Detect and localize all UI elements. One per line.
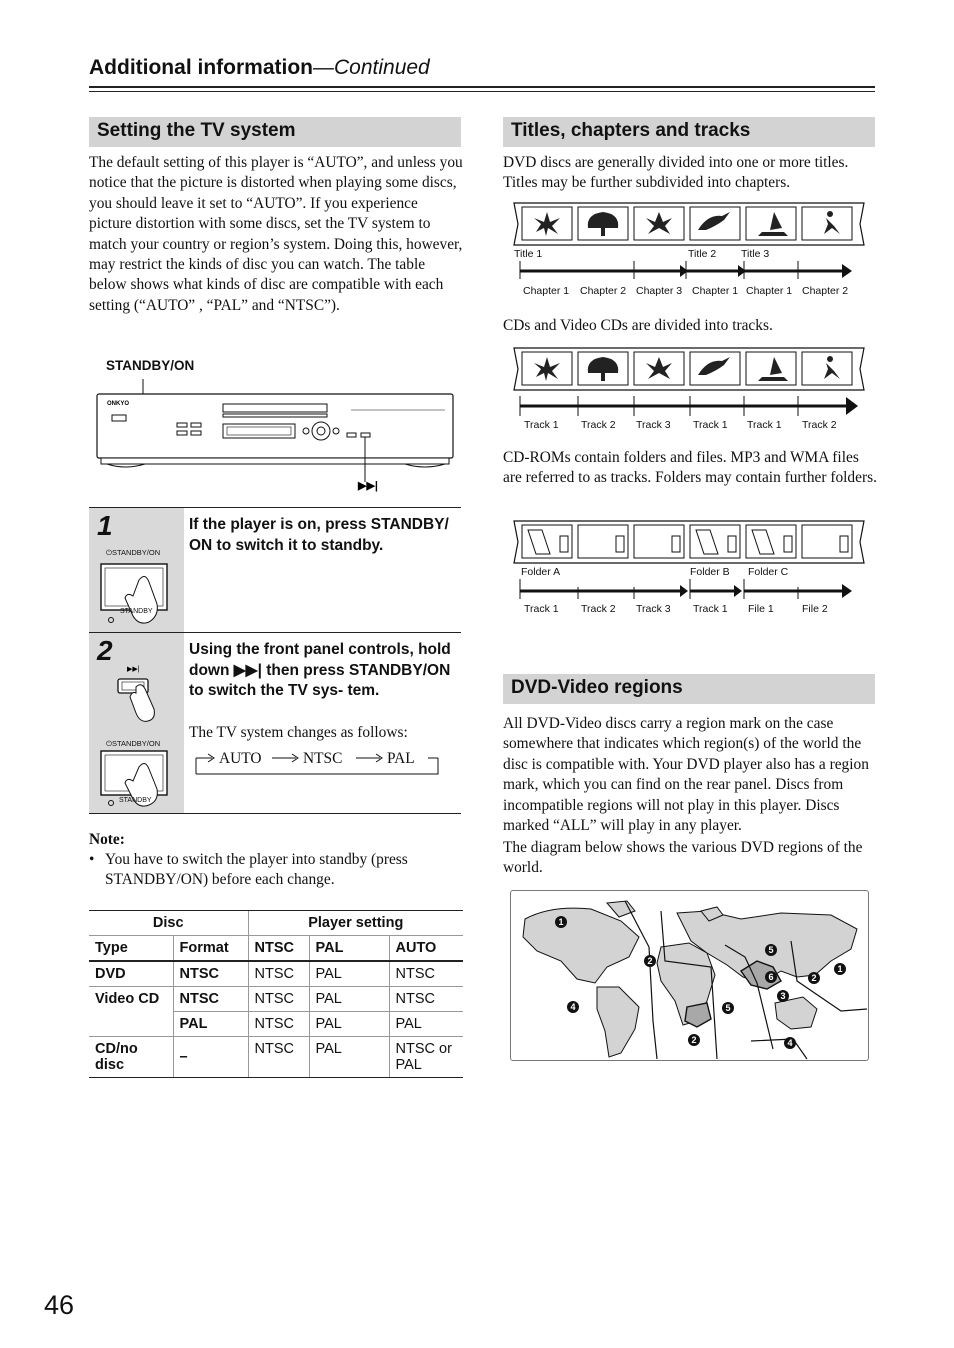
diag1-chapter: Chapter 1 bbox=[692, 285, 739, 297]
region-mark: 3 bbox=[777, 990, 789, 1002]
dvd-region-world-map bbox=[510, 890, 869, 1061]
cd-timeline-arrow bbox=[508, 394, 858, 418]
region-mark: 2 bbox=[644, 955, 656, 967]
svg-text:▶▶|: ▶▶| bbox=[127, 666, 140, 673]
region-mark: 2 bbox=[808, 972, 820, 984]
diag1-chapter: Chapter 1 bbox=[523, 285, 570, 297]
header-continued: —Continued bbox=[312, 56, 430, 79]
table-cell: NTSC bbox=[248, 1012, 309, 1037]
cdrom-folders-filmstrip bbox=[508, 518, 868, 566]
region-mark: 2 bbox=[688, 1034, 700, 1046]
table-cell: PAL bbox=[309, 961, 389, 987]
table-header-format: Format bbox=[173, 936, 248, 962]
cycle-ntsc: NTSC bbox=[303, 750, 343, 767]
table-header-auto: AUTO bbox=[389, 936, 463, 962]
skip-forward-button-hand-icon bbox=[114, 663, 174, 723]
cd-tracks-filmstrip bbox=[508, 345, 868, 393]
table-cell: NTSC bbox=[173, 987, 248, 1012]
diag1-title-2: Title 2 bbox=[688, 248, 717, 260]
device-brand-logo: ONKYO bbox=[107, 401, 130, 407]
note-title: Note: bbox=[89, 831, 125, 848]
step2-illustration-panel bbox=[89, 633, 184, 814]
step2-number: 2 bbox=[97, 635, 113, 666]
region-mark: 4 bbox=[567, 1001, 579, 1013]
diag3-folder-c: Folder C bbox=[748, 566, 789, 578]
player-front-panel-illustration bbox=[95, 374, 460, 494]
table-cell bbox=[89, 1012, 173, 1037]
diag3-item: Track 1 bbox=[693, 603, 728, 615]
diag2-track: Track 1 bbox=[747, 419, 782, 431]
diag3-item: File 2 bbox=[802, 603, 828, 615]
table-cell: CD/no disc bbox=[89, 1037, 173, 1078]
table-cell: NTSC bbox=[248, 1037, 309, 1078]
table-row bbox=[89, 961, 463, 987]
diag1-chapter: Chapter 3 bbox=[636, 285, 683, 297]
table-cell: NTSC or PAL bbox=[389, 1037, 463, 1078]
diag3-item: Track 2 bbox=[581, 603, 616, 615]
table-cell: PAL bbox=[173, 1012, 248, 1037]
region-mark: 1 bbox=[834, 963, 846, 975]
step2-led-label: STANDBY bbox=[119, 797, 152, 804]
page-header bbox=[89, 56, 430, 80]
table-cell: Video CD bbox=[89, 987, 173, 1012]
step2-button-label: ⏻STANDBY/ON bbox=[106, 739, 161, 748]
tv-system-intro: The default setting of this player is “AUTO”, and unless you notice that the picture is distorted when playing some discs, you should leave it set to “AUTO”. If you experience picture distortion with some discs, set the TV system to match your country or region’s system. Doing this, however, may restrict the kinds of disc you can watch. The table below shows what kinds of disc are compatible with each setting (“AUTO” , “PAL” and “NTSC”). bbox=[89, 154, 463, 314]
step1-led-label: STANDBY bbox=[120, 608, 153, 615]
note-bullet: • bbox=[89, 851, 95, 868]
table-cell: PAL bbox=[309, 1012, 389, 1037]
table-cell: NTSC bbox=[389, 961, 463, 987]
diag1-chapter: Chapter 2 bbox=[580, 285, 627, 297]
region-mark: 6 bbox=[765, 971, 777, 983]
region-mark: 4 bbox=[784, 1037, 796, 1049]
step2-instruction: Using the front panel controls, hold down ▶▶| then press STANDBY/ON to switch the TV sys- tem. bbox=[189, 641, 451, 699]
diag2-track: Track 3 bbox=[636, 419, 671, 431]
diag2-track: Track 1 bbox=[524, 419, 559, 431]
diag1-title-3: Title 3 bbox=[741, 248, 770, 260]
tracks-paragraph: CDs and Video CDs are divided into tracks. bbox=[503, 317, 773, 334]
titles-paragraph: DVD discs are generally divided into one or more titles. Titles may be further subdivided into chapters. bbox=[503, 154, 849, 192]
table-cell: PAL bbox=[389, 1012, 463, 1037]
table-cell: NTSC bbox=[248, 961, 309, 987]
header-title: Additional information bbox=[89, 56, 313, 79]
cdrom-timeline-arrows bbox=[508, 577, 858, 603]
table-cell: PAL bbox=[309, 1037, 389, 1078]
section-title-dvd-regions: DVD-Video regions bbox=[503, 674, 875, 704]
page-number: 46 bbox=[44, 1290, 75, 1320]
step2-description: The TV system changes as follows: bbox=[189, 724, 408, 741]
table-cell: NTSC bbox=[389, 987, 463, 1012]
diag2-track: Track 2 bbox=[581, 419, 616, 431]
diag1-chapter: Chapter 2 bbox=[802, 285, 849, 297]
table-header-ntsc: NTSC bbox=[248, 936, 309, 962]
diag3-folder-a: Folder A bbox=[521, 566, 561, 578]
diag3-item: Track 1 bbox=[524, 603, 559, 615]
section-title-tv-system: Setting the TV system bbox=[89, 117, 461, 147]
step1-number: 1 bbox=[97, 510, 113, 541]
section-title-titles-chapters: Titles, chapters and tracks bbox=[503, 117, 875, 147]
region-mark: 5 bbox=[765, 944, 777, 956]
diag3-item: File 1 bbox=[748, 603, 774, 615]
step1-button-label: ⏻STANDBY/ON bbox=[106, 548, 161, 557]
cycle-pal: PAL bbox=[387, 750, 415, 767]
table-group-header-disc: Disc bbox=[89, 911, 248, 936]
dvd-timeline-arrows bbox=[508, 259, 858, 283]
diag2-track: Track 1 bbox=[693, 419, 728, 431]
step1-illustration-panel bbox=[89, 508, 184, 632]
table-header-type: Type bbox=[89, 936, 173, 962]
diag2-track: Track 2 bbox=[802, 419, 837, 431]
table-row bbox=[89, 987, 463, 1012]
regions-paragraph: All DVD-Video discs carry a region mark on the case somewhere that indicates which region(s) of the world the disc is compatible with. Your DVD player also has a region mark, which you can find on the rear panel. Discs from incompatible regions will not play in this player. Discs marked “ALL” will play in any player. bbox=[503, 715, 869, 835]
header-rule bbox=[89, 86, 875, 88]
diag1-chapter: Chapter 1 bbox=[746, 285, 793, 297]
step1-instruction: If the player is on, press STANDBY/ ON to switch it to standby. bbox=[189, 516, 449, 554]
diag3-folder-b: Folder B bbox=[690, 566, 730, 578]
disc-compatibility-table bbox=[89, 910, 463, 1078]
press-button-hand-icon bbox=[99, 560, 179, 630]
regions-diagram-intro: The diagram below shows the various DVD regions of the world. bbox=[503, 839, 863, 877]
region-mark: 1 bbox=[555, 916, 567, 928]
header-rule bbox=[89, 91, 875, 92]
table-cell: PAL bbox=[309, 987, 389, 1012]
table-cell: DVD bbox=[89, 961, 173, 987]
note-item: You have to switch the player into standby (press STANDBY/ON) before each change. bbox=[105, 851, 408, 889]
table-cell: NTSC bbox=[173, 961, 248, 987]
table-cell: NTSC bbox=[248, 987, 309, 1012]
diag1-title-1: Title 1 bbox=[514, 248, 543, 260]
svg-text:▶▶|: ▶▶| bbox=[358, 480, 378, 492]
table-row bbox=[89, 1012, 463, 1037]
cycle-auto: AUTO bbox=[219, 750, 262, 767]
table-row bbox=[89, 1037, 463, 1078]
diag3-item: Track 3 bbox=[636, 603, 671, 615]
table-cell: – bbox=[173, 1037, 248, 1078]
table-group-header-player-setting: Player setting bbox=[248, 911, 463, 936]
dvd-title-chapter-filmstrip bbox=[508, 200, 868, 248]
table-header-pal: PAL bbox=[309, 936, 389, 962]
device-label: STANDBY/ON bbox=[106, 358, 195, 373]
cdrom-paragraph: CD-ROMs contain folders and files. MP3 and WMA files are referred to as tracks. Folders may contain further folders. bbox=[503, 449, 877, 487]
step-divider bbox=[89, 813, 461, 814]
region-mark: 5 bbox=[722, 1002, 734, 1014]
